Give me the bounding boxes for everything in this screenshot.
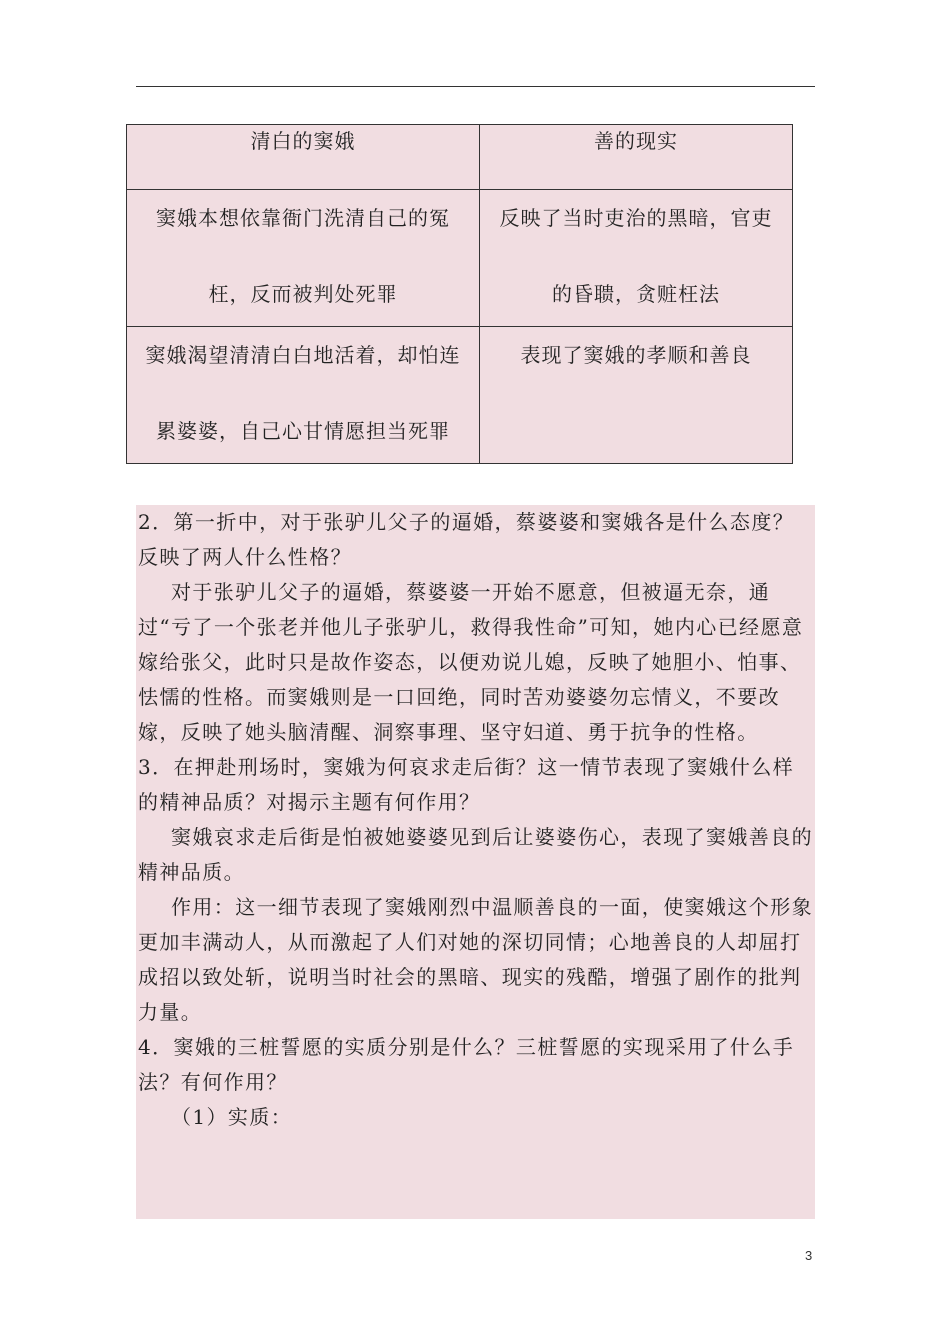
- cell-line: 表现了窦娥的孝顺和善良: [520, 343, 752, 367]
- table-row: [127, 327, 793, 464]
- question-2: 2．第一折中，对于张驴儿父子的逼婚，蔡婆婆和窦娥各是什么态度？反映了两人什么性格？: [138, 510, 795, 569]
- cell-line: 累婆婆，自己心甘情愿担当死罪: [156, 419, 450, 443]
- question-4: 4．窦娥的三桩誓愿的实质分别是什么？三桩誓愿的实现采用了什么手法？有何作用？: [138, 1035, 795, 1094]
- comparison-table: [126, 124, 793, 464]
- cell-line: 的昏聩，贪赃枉法: [552, 282, 720, 306]
- table-cell: [127, 327, 480, 464]
- question-3: 3．在押赴刑场时，窦娥为何哀求走后街？这一情节表现了窦娥什么样的精神品质？对揭示主题有何作用？: [138, 755, 795, 814]
- cell-line: 反映了当时吏治的黑暗，官吏: [499, 206, 773, 230]
- table-cell: [480, 190, 793, 327]
- table-cell: [480, 327, 793, 464]
- table-header-row: [127, 125, 793, 190]
- cell-line: 窦娥渴望清清白白地活着，却怕连: [145, 343, 461, 367]
- cell-line: 枉，反而被判处死罪: [208, 282, 398, 306]
- answer-3: 窦娥哀求走后街是怕被她婆婆见到后让婆婆伤心，表现了窦娥善良的精神品质。: [138, 825, 813, 884]
- table-header-cell: 善的现实: [480, 125, 793, 190]
- header-rule: [136, 86, 815, 87]
- answer-section: [136, 505, 815, 1219]
- answer-2: 对于张驴儿父子的逼婚，蔡婆婆一开始不愿意，但被逼无奈，通过“亏了一个张老并他儿子张驴儿，救得我性命”可知，她内心已经愿意嫁给张父，此时只是故作姿态，以便劝说儿媳，反映了她胆小、怕事、怯懦的性格。而窦娥则是一口回绝，同时苦劝婆婆勿忘情义，不要改嫁，反映了她头脑清醒、洞察事理、坚守妇道、勇于抗争的性格。: [138, 580, 804, 744]
- table-header-cell: 清白的窦娥: [127, 125, 480, 190]
- table-row: [127, 190, 793, 327]
- table-cell: [127, 190, 480, 327]
- page-number: 3: [805, 1248, 813, 1263]
- cell-line: 窦娥本想依靠衙门洗清自己的冤: [156, 206, 450, 230]
- answer-3-effect: 作用：这一细节表现了窦娥刚烈中温顺善良的一面，使窦娥这个形象更加丰满动人，从而激起了人们对她的深切同情；心地善良的人却屈打成招以致处斩，说明当时社会的黑暗、现实的残酷，增强了剧作的批判力量。: [138, 895, 813, 1024]
- cell-line: [488, 417, 784, 445]
- answer-4-heading: （1）实质：: [171, 1105, 293, 1129]
